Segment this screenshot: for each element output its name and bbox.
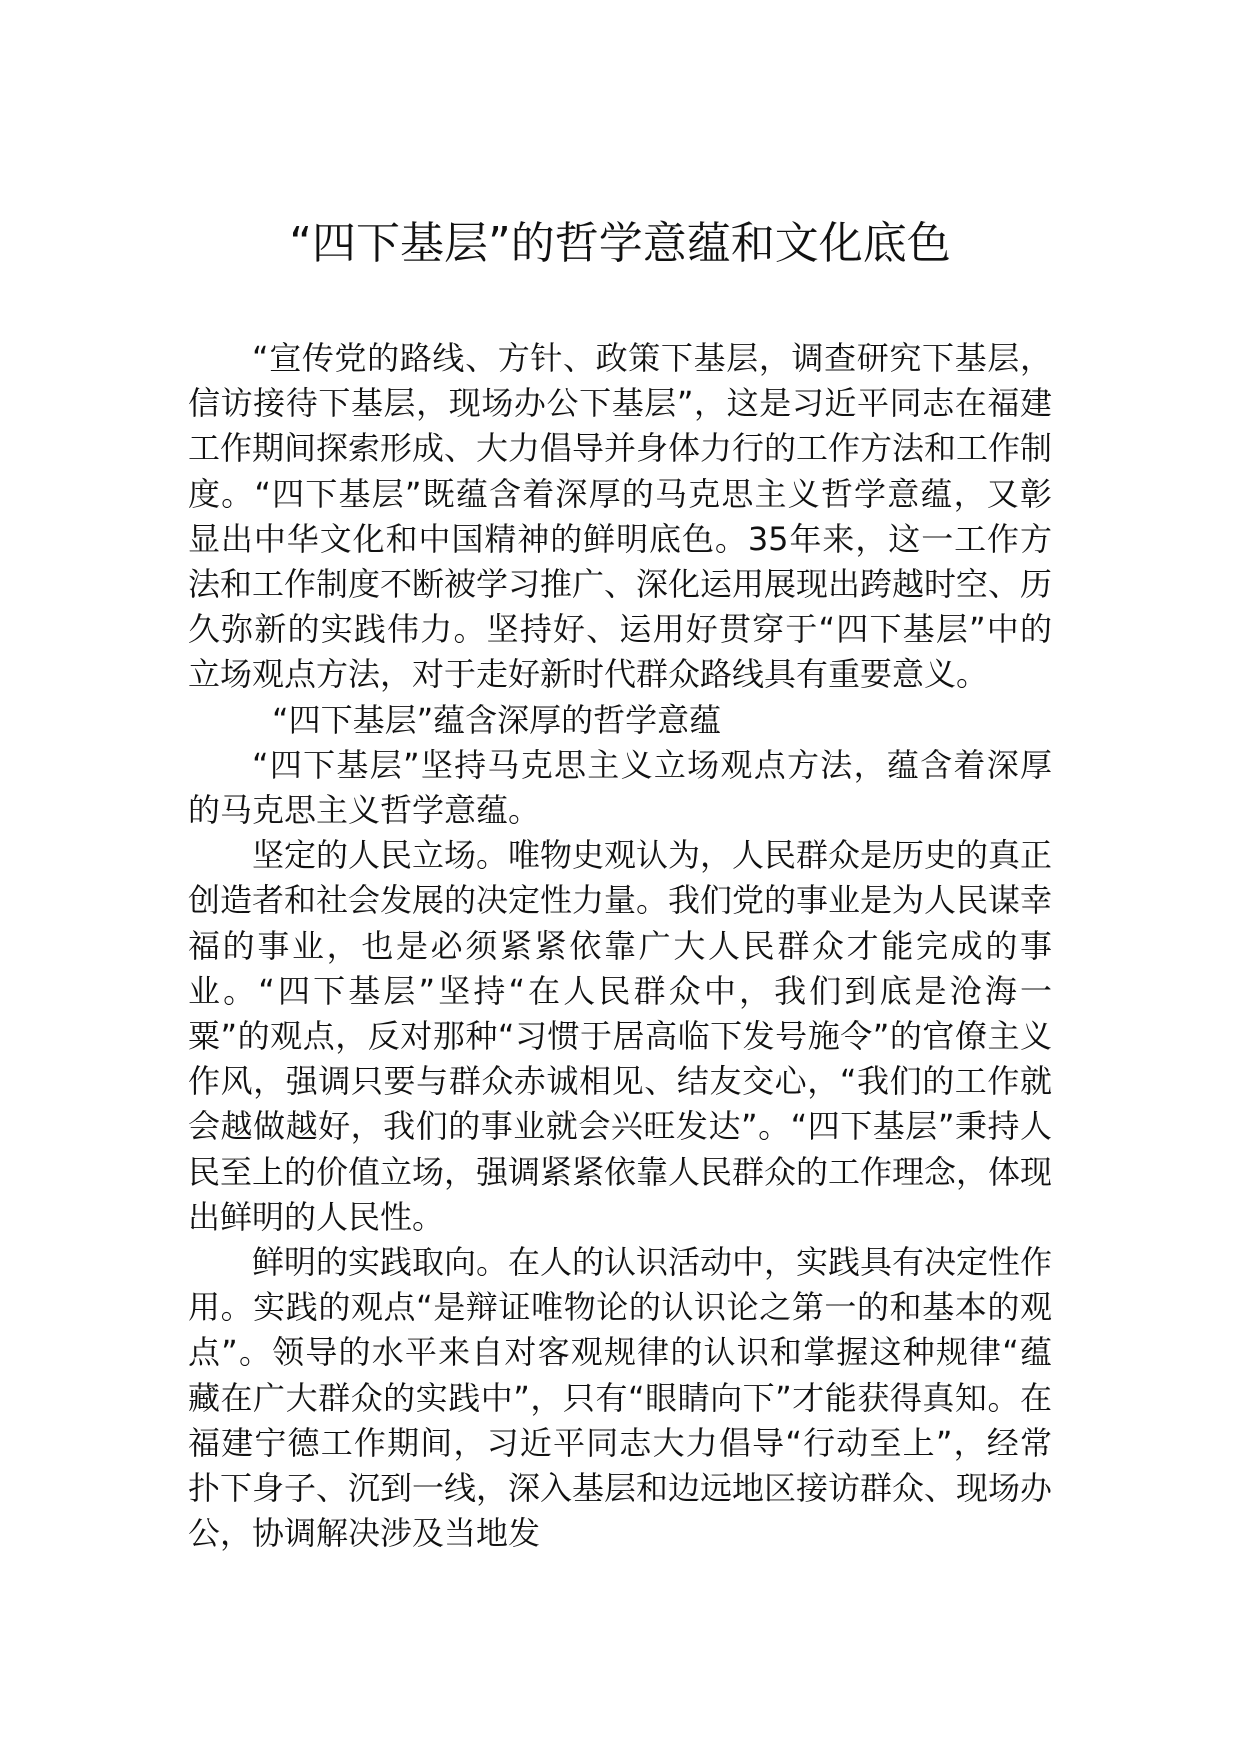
- paragraph-practice-orientation: 鲜明的实践取向。在人的认识活动中，实践具有决定性作用。实践的观点“是辩证唯物论的认识论之第一的和基本的观点”。领导的水平来自对客观规律的认识和掌握这种规律“蕴藏在广大群众的实践中”，只有“眼睛向下”才能获得真知。在福建宁德工作期间，习近平同志大力倡导“行动至上”，经常扑下身子、沉到一线，深入基层和边远地区接访群众、现场办公，协调解决涉及当地发: [188, 1243, 1053, 1553]
- paragraph-section-lead: “四下基层”坚持马克思主义立场观点方法，蕴含着深厚的马克思主义哲学意蕴。: [188, 745, 1052, 830]
- document-body: [188, 336, 1052, 1556]
- paragraph-intro: “宣传党的路线、方针、政策下基层，调查研究下基层，信访接待下基层，现场办公下基层”，这是习近平同志在福建工作期间探索形成、大力倡导并身体力行的工作方法和工作制度。“四下基层”既蕴含着深厚的马克思主义哲学意蕴，又彰显出中华文化和中国精神的鲜明底色。35年来，这一工作方法和工作制度不断被学习推广、深化运用展现出跨越时空、历久弥新的实践伟力。坚持好、运用好贯穿于“四下基层”中的立场观点方法，对于走好新时代群众路线具有重要意义。: [188, 339, 1053, 694]
- section-heading: “四下基层”蕴含深厚的哲学意蕴: [272, 700, 722, 739]
- document-title: “四下基层”的哲学意蕴和文化底色: [289, 218, 951, 269]
- paragraph-people-stance: 坚定的人民立场。唯物史观认为，人民群众是历史的真正创造者和社会发展的决定性力量。我们党的事业是为人民谋幸福的事业，也是必须紧紧依靠广大人民群众才能完成的事业。“四下基层”坚持“在人民群众中，我们到底是沧海一粟”的观点，反对那种“习惯于居高临下发号施令”的官僚主义作风，强调只要与群众赤诚相见、结友交心，“我们的工作就会越做越好，我们的事业就会兴旺发达”。“四下基层”秉持人民至上的价值立场，强调紧紧依靠人民群众的工作理念，体现出鲜明的人民性。: [188, 836, 1053, 1236]
